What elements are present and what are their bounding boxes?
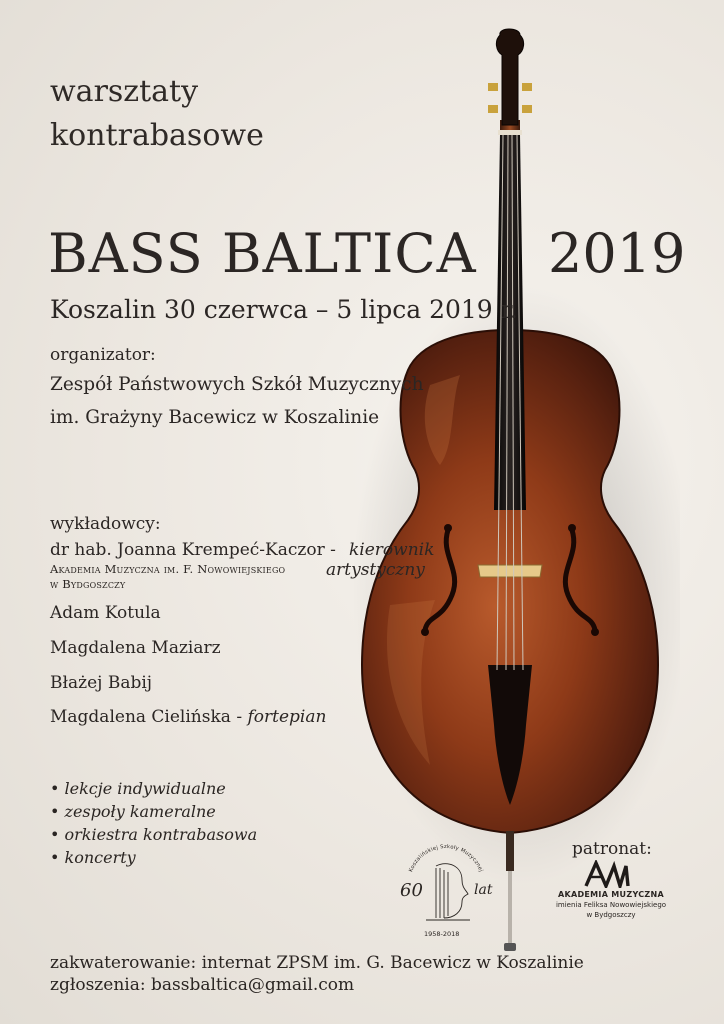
lecturer-dash: - bbox=[230, 707, 248, 727]
lecturer-lead-dash: - bbox=[324, 540, 336, 560]
endpin-tip bbox=[504, 943, 516, 951]
activity-item: • orkiestra kontrabasowa bbox=[50, 825, 258, 844]
applications-info: zgłoszenia: bassbaltica@gmail.com bbox=[50, 975, 355, 995]
profile-icon bbox=[426, 864, 470, 920]
lecturer-lead-affiliation-line1: Akademia Muzyczna im. F. Nowowiejskiego bbox=[50, 562, 286, 576]
school-logo-number: 60 bbox=[400, 880, 423, 901]
endpin-collar bbox=[506, 831, 514, 871]
left-f-hole-eye-bottom bbox=[421, 628, 429, 636]
patron-line3: w Bydgoszczy bbox=[586, 911, 636, 919]
nut bbox=[498, 130, 522, 135]
organizer-line1: Zespół Państwowych Szkół Muzycznych bbox=[50, 374, 424, 395]
patron-logo bbox=[582, 860, 632, 888]
tuning-peg-left bbox=[488, 83, 498, 91]
tuning-peg-right-2 bbox=[522, 105, 532, 113]
tuning-peg-left-2 bbox=[488, 105, 498, 113]
lecturer-lead-role-line2: artystyczny bbox=[326, 560, 425, 580]
left-f-hole-eye-top bbox=[444, 524, 452, 532]
subtitle-line1: warsztaty bbox=[50, 74, 199, 109]
lecturer-lead-role-line1: kierownik bbox=[349, 540, 435, 560]
school-anniversary-logo bbox=[396, 838, 496, 944]
organizer-line2: im. Grażyny Bacewicz w Koszalinie bbox=[50, 407, 380, 428]
lecturer-pianist bbox=[50, 707, 326, 727]
lecturer-lead-name: dr hab. Joanna Krempeć-Kaczor bbox=[50, 540, 325, 560]
patron-label: patronat: bbox=[572, 839, 652, 859]
school-logo-arc-text: Koszalińskiej Szkoły Muzycznej bbox=[408, 843, 484, 873]
lecturer-role: fortepian bbox=[247, 707, 327, 727]
lecturer-lead-affiliation-line2: w Bydgoszczy bbox=[50, 577, 126, 591]
lecturers-label: wykładowcy: bbox=[50, 514, 161, 534]
patron-line2: imienia Feliksa Nowowiejskiego bbox=[555, 901, 667, 909]
endpin bbox=[508, 871, 512, 947]
event-year: 2019 bbox=[548, 222, 686, 285]
right-f-hole-eye-top bbox=[568, 524, 576, 532]
tuning-peg-right bbox=[522, 83, 532, 91]
event-title: BASS BALTICA bbox=[48, 222, 477, 285]
bridge bbox=[478, 565, 542, 577]
activity-item: • koncerty bbox=[50, 848, 136, 867]
right-f-hole-eye-bottom bbox=[591, 628, 599, 636]
activity-item: • lekcje indywidualne bbox=[50, 779, 226, 798]
school-logo-unit: lat bbox=[474, 882, 493, 898]
patron-line1: AKADEMIA MUZYCZNA bbox=[557, 890, 665, 899]
lecturer-name: Błażej Babij bbox=[50, 673, 153, 693]
organizer-label: organizator: bbox=[50, 345, 156, 365]
lecturer-lead bbox=[50, 540, 336, 560]
academy-monogram-icon bbox=[582, 860, 632, 888]
double-bass-illustration bbox=[340, 25, 680, 960]
lecturer-name: Magdalena Maziarz bbox=[50, 638, 221, 658]
school-logo-years: 1958-2018 bbox=[424, 930, 460, 938]
lecturer-name: Magdalena Cielińska bbox=[50, 707, 231, 727]
activity-item: • zespoły kameralne bbox=[50, 802, 216, 821]
subtitle-line2: kontrabasowe bbox=[50, 118, 264, 153]
svg-text:Koszalińskiej Szkoły Muzycznej bbox=[408, 844, 484, 873]
bass-scroll bbox=[496, 29, 523, 125]
accommodation-info: zakwaterowanie: internat ZPSM im. G. Bacewicz w Koszalinie bbox=[50, 953, 584, 973]
lecturer-name: Adam Kotula bbox=[50, 603, 161, 623]
event-dates: Koszalin 30 czerwca – 5 lipca 2019 r. bbox=[50, 295, 518, 324]
